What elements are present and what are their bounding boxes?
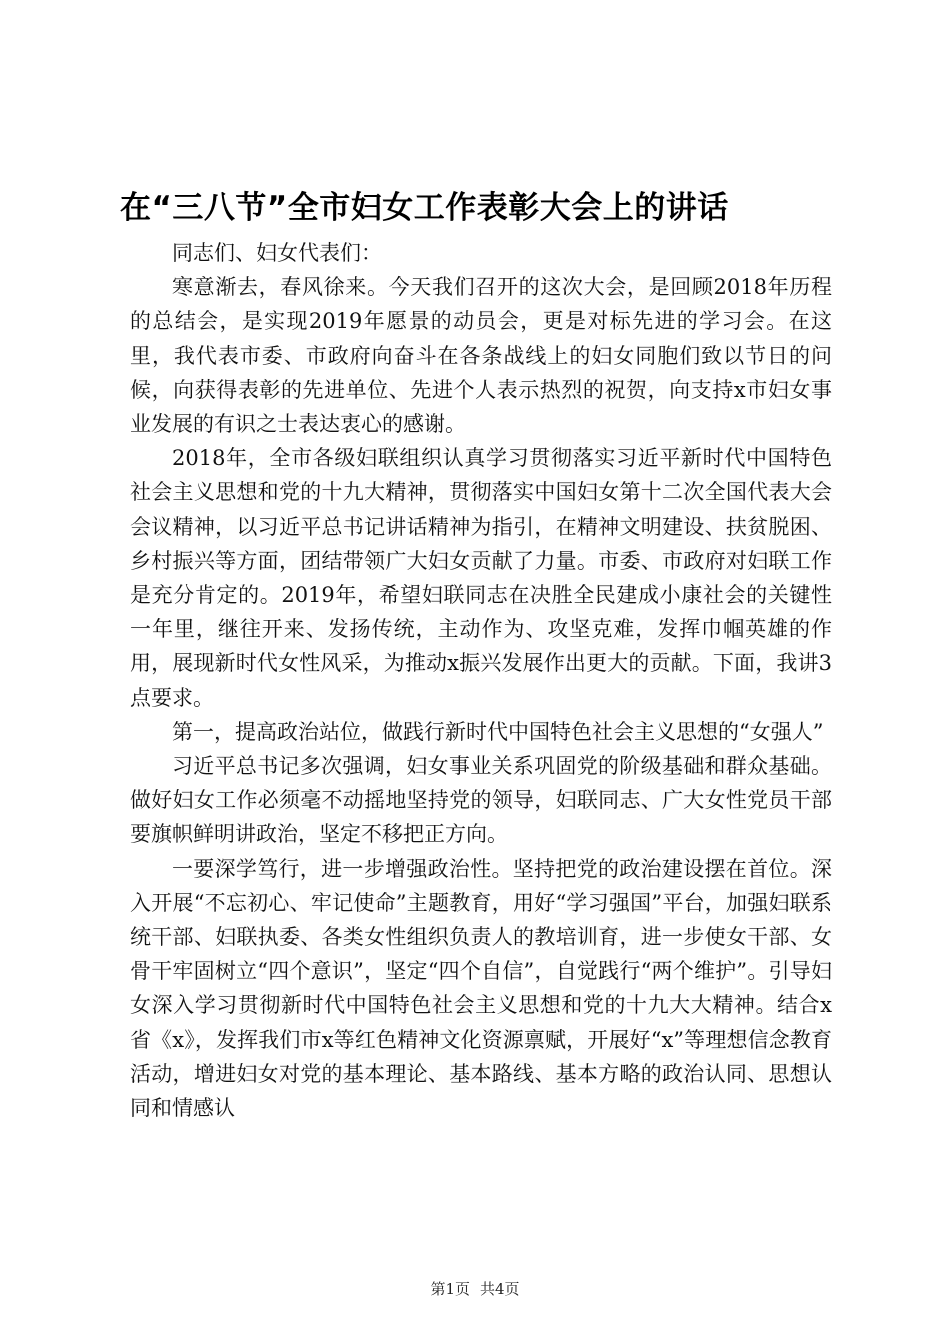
paragraph-review-2018: 2018年，全市各级妇联组织认真学习贯彻落实习近平新时代中国特色社会主义思想和党的十九大精神，贯彻落实中国妇女第十二次全国代表大会会议精神，以习近平总书记讲话精神为指引，在精神文明建设、扶贫脱困、乡村振兴等方面，团结带领广大妇女贡献了力量。市委、市政府对妇联工作是充分肯定的。2019年，希望妇联同志在决胜全民建成小康社会的关键性一年里，继往开来、发扬传统，主动作为、攻坚克难，发挥巾帼英雄的作用，展现新时代女性风采，为推动x振兴发展作出更大的贡献。下面，我讲3点要求。 <box>130 446 832 710</box>
paragraph-party-leadership: 习近平总书记多次强调，妇女事业关系巩固党的阶级基础和群众基础。做好妇女工作必须毫不动摇地坚持党的领导，妇联同志、广大女性党员干部要旗帜鲜明讲政治，坚定不移把正方向。 <box>130 754 832 847</box>
paragraph-political-study: 一要深学笃行，进一步增强政治性。坚持把党的政治建设摆在首位。深入开展“不忘初心、牢记使命”主题教育，用好“学习强国”平台，加强妇联系统干部、妇联执委、各类女性组织负责人的教培训育，进一步使女干部、女骨干牢固树立“四个意识”，坚定“四个自信”，自觉践行“两个维护”。引导妇女深入学习贯彻新时代中国特色社会主义思想和党的十九大大精神。结合x省《x》，发挥我们市x等红色精神文化资源禀赋，开展好“x”等理想信念教育活动，增进妇女对党的基本理论、基本路线、基本方略的政治认同、思想认同和情感认 <box>130 856 832 1121</box>
document-body <box>130 236 832 1125</box>
paragraph-opening: 寒意渐去，春风徐来。今天我们召开的这次大会，是回顾2018年历程的总结会，是实现2019年愿景的动员会，更是对标先进的学习会。在这里，我代表市委、市政府向奋斗在各条战线上的妇女同胞们致以节日的问候，向获得表彰的先进单位、先进个人表示热烈的祝贺，向支持x市妇女事业发展的有识之士表达衷心的感谢。 <box>130 275 832 437</box>
page-number: 第1页 <box>430 1280 470 1298</box>
paragraph-salutation: 同志们、妇女代表们： <box>172 241 382 265</box>
total-pages: 共4页 <box>480 1280 520 1298</box>
page-footer <box>0 1278 950 1300</box>
section-heading-first: 第一，提高政治站位，做践行新时代中国特色社会主义思想的“女强人” <box>172 719 824 744</box>
page-title: 在“三八节”全市妇女工作表彰大会上的讲话 <box>120 190 729 226</box>
